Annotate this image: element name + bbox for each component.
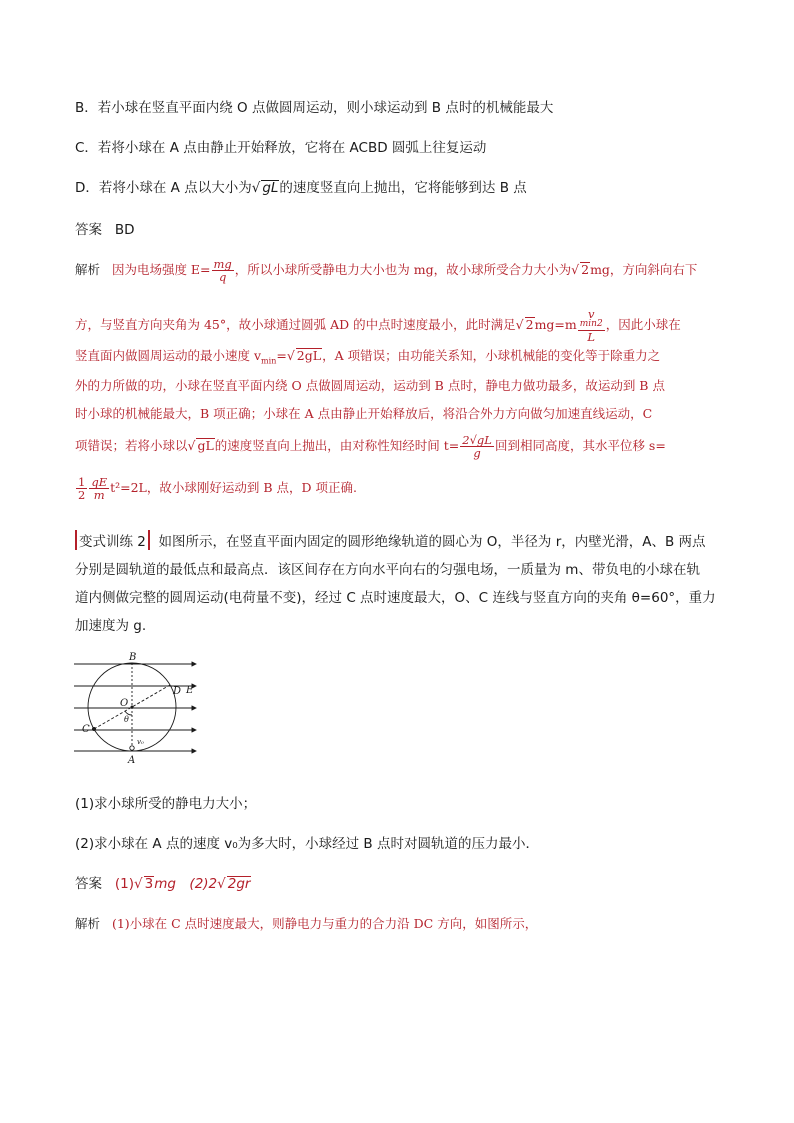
frac-den: g [473, 446, 481, 461]
explanation-line-7 [75, 476, 357, 501]
subscript: min [261, 356, 277, 366]
option-d-pre: D．若将小球在 A 点以大小为 [75, 180, 252, 196]
expl-text: ，A 项错误；由功能关系知，小球机械能的变化等于除重力之 [322, 348, 661, 363]
expl-text: 回到相同高度，其水平位移 s= [494, 438, 666, 454]
frac-num: 2√gL [462, 433, 492, 447]
fraction-time [460, 434, 494, 459]
variant-line-3: 道内侧做完整的圆周运动(电荷量不变)，经过 C 点时速度最大，O、C 连线与竖直方向的夹角 θ=60°，重力 [75, 590, 716, 606]
variant-text: 如图所示，在竖直平面内固定的圆形绝缘轨道的圆心为 O，半径为 r，内壁光滑，A、B 两点 [158, 534, 706, 550]
explanation-line-4: 外的力所做的功，小球在竖直平面内绕 O 点做圆周运动，运动到 B 点时，静电力做功最多，故运动到 B 点 [75, 378, 665, 393]
fraction-qE-m [89, 476, 109, 501]
sqrt: gL [197, 438, 214, 454]
variant-line-1 [75, 530, 706, 550]
answer-2: 答案 (1)√ 3mg (2)2√ 2gr [75, 876, 251, 892]
frac-den: m [93, 488, 105, 503]
frac-den: L [587, 329, 596, 344]
label-B: B [129, 652, 137, 663]
expl-text: ，所以小球所受静电力大小也为 mg，故小球所受合力大小为 [234, 262, 572, 278]
label-O: O [120, 698, 129, 709]
explanation-line-6: 项错误；若将小球以√ gL的速度竖直向上抛出，由对称性知经时间 t= $\frac{2√gL}{g}$ 回到相同高度，其水平位移 s= [75, 433, 666, 461]
expl-text: mg，方向斜向右下 [590, 262, 698, 278]
sqrt: 3 [144, 876, 154, 892]
frac-num: v [587, 307, 595, 321]
frac-den: 2 [78, 488, 86, 503]
sqrt: 2gr [227, 876, 251, 892]
answer-part: (1) [114, 876, 134, 892]
circle-track-figure [70, 648, 210, 766]
sqrt: 2 [525, 316, 534, 332]
label-v0: v₀ [137, 738, 144, 746]
answer-1 [75, 218, 135, 238]
explanation-line-1: 解析 因为电场强度 E= $\frac{mg}{q}$ ，所以小球所受静电力大小也为 mg，故小球所受合力大小为√ 2mg，方向斜向右下 [75, 257, 698, 285]
label-A: A [128, 755, 136, 766]
expl-text: = [276, 348, 287, 363]
ball-A [130, 746, 134, 750]
expl-text: mg=m [534, 316, 577, 332]
option-d-post: 的速度竖直向上抛出，它将能够到达 B 点 [279, 180, 527, 196]
expl-text: 因为电场强度 E= [111, 262, 211, 278]
label-C: C [82, 724, 90, 735]
label-D: D [173, 686, 182, 697]
option-d: D．若将小球在 A 点以大小为√ gL的速度竖直向上抛出，它将能够到达 B 点 [75, 180, 527, 196]
explanation-line-2: 方，与竖直方向夹角为 45°，故小球通过圆弧 AD 的中点时速度最小，此时满足√ 2mg=m v min2 L ，因此小球在 [75, 307, 681, 344]
question-2: (2)求小球在 A 点的速度 v₀为多大时，小球经过 B 点时对圆轨道的压力最小． [75, 836, 539, 852]
frac-sup: min2 [579, 319, 603, 330]
question-1: (1)求小球所受的静电力大小； [75, 796, 257, 812]
label-E: E [186, 685, 194, 696]
explanation-label: 解析 [75, 262, 101, 278]
option-d-root: gL [262, 180, 279, 196]
expl-text: 方，与竖直方向夹角为 45°，故小球通过圆弧 AD 的中点时速度最小，此时满足 [75, 316, 516, 332]
expl-text: (1)小球在 C 点时速度最大，则静电力与重力的合力沿 DC 方向，如图所示， [111, 916, 538, 931]
variant-line-2: 分别是圆轨道的最低点和最高点．该区间存在方向水平向右的匀强电场，一质量为 m、带负电的小球在轨 [75, 562, 700, 578]
fraction-mg-q [212, 258, 234, 283]
expl-text: 竖直面内做圆周运动的最小速度 v [75, 348, 262, 363]
explanation-2 [75, 914, 537, 932]
label-theta: θ [124, 715, 129, 724]
answer-part: mg (2)2 [154, 876, 218, 892]
variant-line-4: 加速度为 g. [75, 618, 147, 634]
answer-label: 答案 [75, 222, 102, 238]
explanation-line-5: 时小球的机械能最大，B 项正确；小球在 A 点由静止开始释放后，将沿合外力方向做匀加速直线运动，C [75, 406, 653, 421]
answer-label: 答案 [75, 876, 102, 892]
expl-text: t²=2L，故小球刚好运动到 B 点，D 项正确. [110, 480, 357, 496]
frac-num: qE [91, 475, 108, 489]
point-O [131, 706, 134, 709]
sqrt: 2 [581, 262, 590, 278]
variant-tag: 变式训练 2 [75, 530, 150, 550]
sqrt: 2gL [296, 348, 322, 363]
frac-den: q [218, 270, 227, 285]
fraction-v-L [578, 308, 605, 343]
answer-value: BD [114, 222, 135, 238]
fraction-half [76, 476, 87, 501]
point-C [92, 727, 96, 731]
frac-num: mg [213, 257, 232, 271]
frac-num: 1 [78, 475, 86, 489]
expl-text: ，因此小球在 [605, 316, 681, 332]
expl-text: 项错误；若将小球以 [75, 438, 188, 454]
option-b: B．若小球在竖直平面内绕 O 点做圆周运动，则小球运动到 B 点时的机械能最大 [75, 100, 554, 116]
explanation-label: 解析 [75, 916, 101, 931]
option-c: C．若将小球在 A 点由静止开始释放，它将在 ACBD 圆弧上往复运动 [75, 140, 487, 156]
explanation-line-3: 竖直面内做圆周运动的最小速度 $v_{min}=√$ 2gL，A 项错误；由功能关系知，小球机械能的变化等于除重力之 [75, 348, 661, 366]
expl-text: 的速度竖直向上抛出，由对称性知经时间 t= [214, 438, 460, 454]
